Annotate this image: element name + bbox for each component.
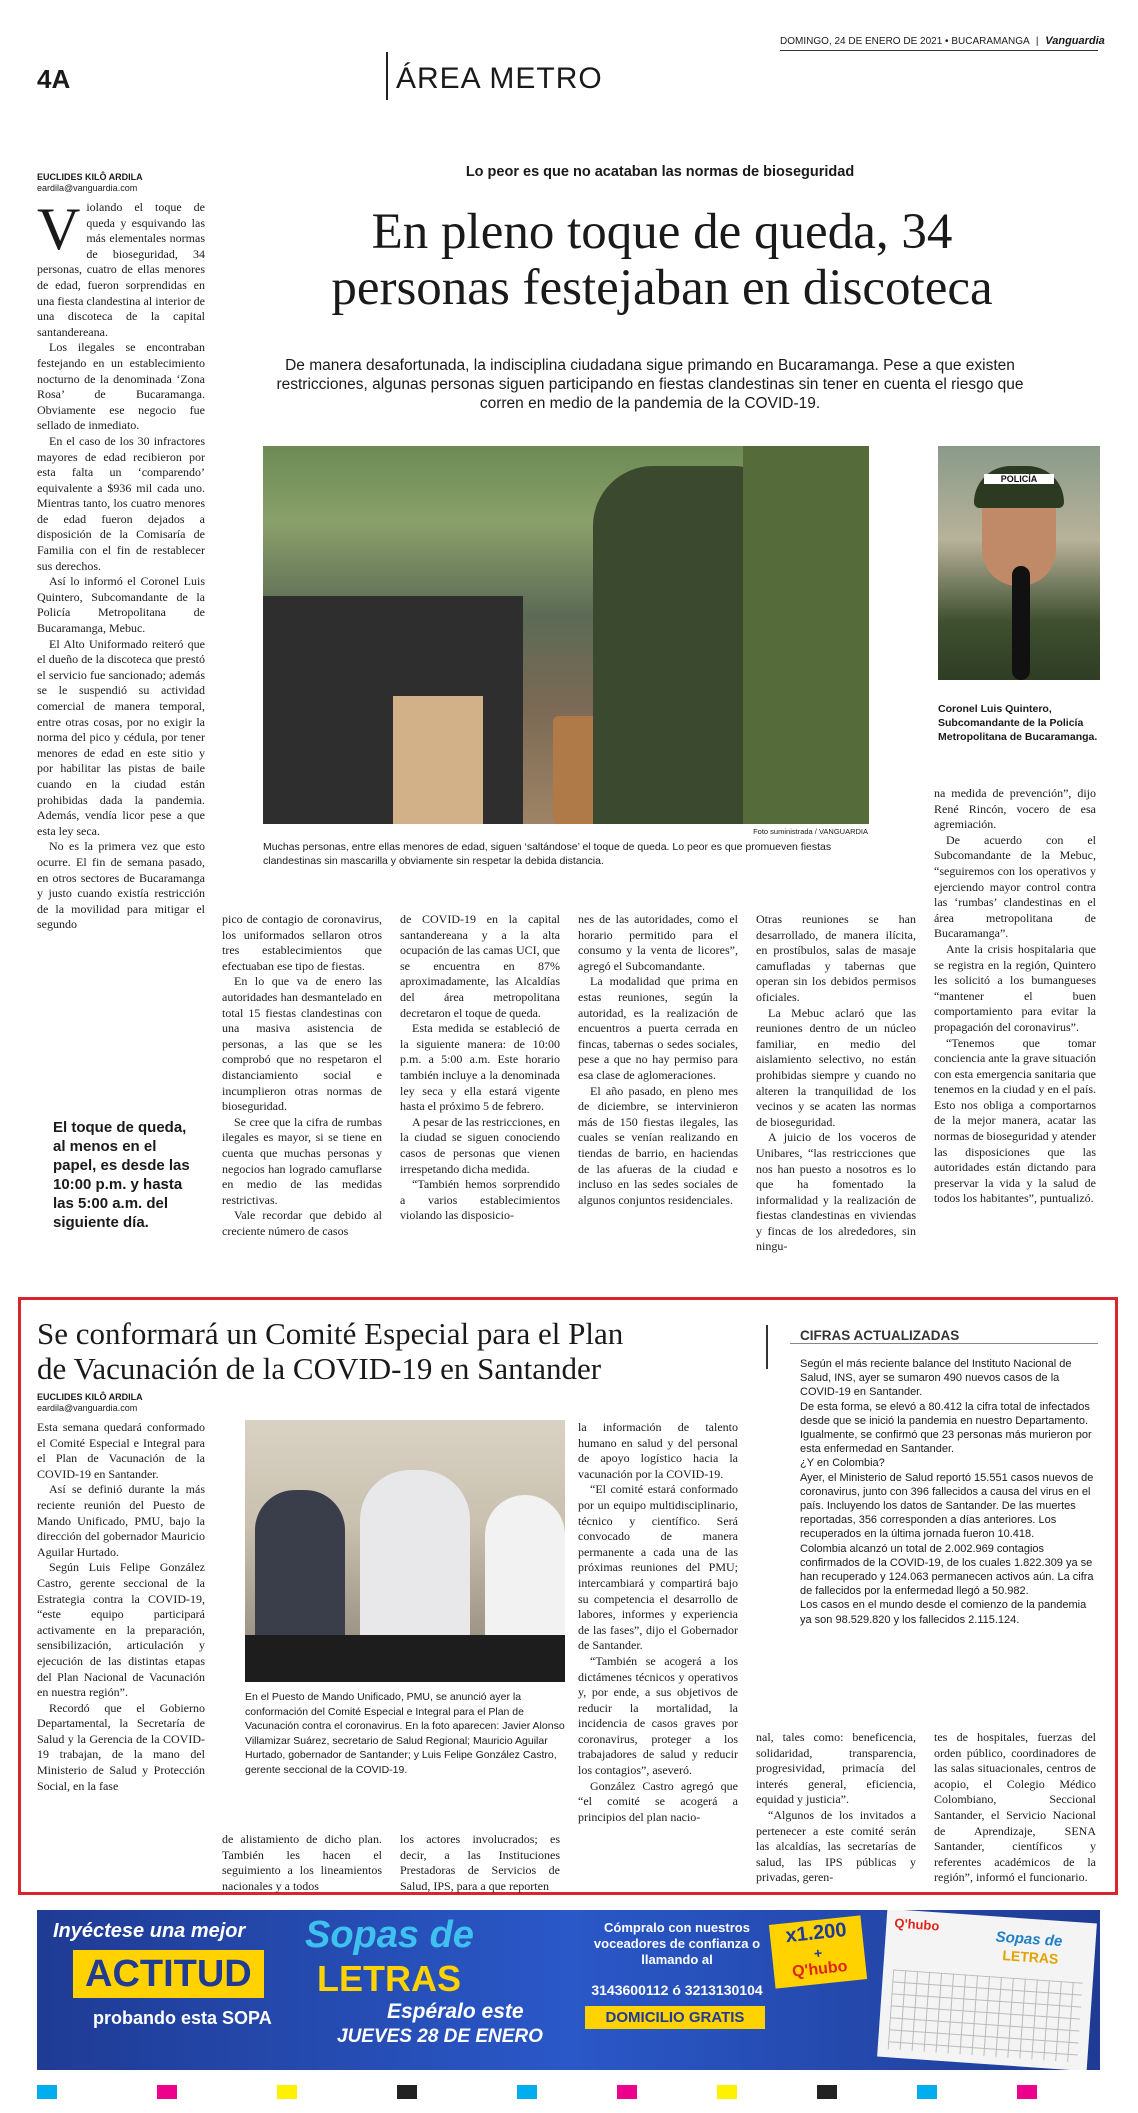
- paragraph: de alistamiento de dicho plan. También les hacen el seguimiento a los lineamientos nacionales y a todos: [222, 1832, 382, 1893]
- header-rule: [780, 50, 1098, 51]
- paragraph: tes de hospitales, fuerzas del orden público, coordinadores de las salas situacionales, centros de acopio, el Colegio Médico Colombiano, Seccional Santander, el Servicio Nacional de Aprendizaje, SENA Santander, científicos y referentes académicos de la región”, informó el funcionario.: [934, 1730, 1096, 1885]
- byline-name: EUCLIDES KILÔ ARDILA: [37, 1392, 143, 1402]
- paragraph: Así lo informó el Coronel Luis Quintero, Subcomandante de la Policía Metropolitana de Bucaramanga, Mebuc.: [37, 574, 205, 636]
- side-photo: [938, 446, 1100, 680]
- paragraph: A pesar de las restricciones, en la ciudad se siguen conociendo casos de personas que vienen irrespetando dicha medida.: [400, 1114, 560, 1176]
- paragraph: Los ilegales se encontraban festejando en un establecimiento nocturno de la denominada ‘Zona Rosa’ de Bucaramanga. Obviamente ese negocio fue sellado de inmediato.: [37, 340, 205, 433]
- pullquote: El toque de queda, al menos en el papel, es desde las 10:00 p.m. y hasta las 5:00 a.m. del siguiente día.: [53, 1119, 190, 1231]
- section-title: ÁREA METRO: [396, 62, 603, 95]
- photo-cap: [974, 466, 1064, 508]
- dropcap: V: [37, 196, 81, 262]
- paragraph: “El comité estará conformado por un equipo multidisciplinario, técnico y científico. Será convocado de manera permanente a cada una de las próximas reuniones del PMU; intercambiará y compartirá bajo su competencia el desarrollo de labores, informes y experiencia de las fases”, dijo el Gobernador de Santander.: [578, 1482, 738, 1653]
- brand-name: Vanguardia: [1045, 35, 1105, 47]
- headline-line: de Vacunación de la COVID-19 en Santander: [37, 1351, 602, 1386]
- headline-line: En pleno toque de queda, 34: [371, 204, 953, 260]
- paragraph: pico de contagio de coronavirus, los uniformados sellaron otros tres establecimientos que efectuaban ese tipo de fiestas.: [222, 912, 382, 973]
- photo-desk: [245, 1635, 565, 1682]
- ad-mini-grid: [888, 1969, 1083, 2062]
- story2-column-2: [222, 1832, 382, 1894]
- story1-lead-paragraph: iolando el toque de queda y esquivando las más elementales normas de bioseguridad, 34 personas, cuatro de ellas menores de edad, fueron sorprendidas en una fiesta clandestina al interior de una discoteca de la capital santandereana.: [37, 200, 205, 339]
- paragraph: Según Luis Felipe González Castro, gerente seccional de la Estrategia contra la COVID-19, “este equipo participará activamente en la preparación, sensibilización, articulación y ejecución de las distintas etapas del Plan Nacional de Vacunación en nuestra región”.: [37, 1560, 205, 1700]
- sidebar-paragraph: Colombia alcanzó un total de 2.002.969 contagios confirmados de la COVID-19, de los cuales 1.822.309 ya se han recuperado y 124.063 permanecen activos aún. La cifra de fallecidos por la enfermedad llegó a 50.982.: [800, 1542, 1094, 1598]
- paragraph: Así se definió durante la más reciente reunión del Puesto de Mando Unificado, PMU, bajo la dirección del gobernador Mauricio Aguilar Hurtado.: [37, 1482, 205, 1559]
- story1-lead: De manera desafortunada, la indisciplina ciudadana sigue primando en Bucaramanga. Pese a que existen restricciones, algunas personas siguen participando en fiestas clandestinas sin tener en cuenta el riesgo que corren en medio de la pandemia de la COVID-19.: [276, 357, 1024, 412]
- sidebar-paragraph: Los casos en el mundo desde el comienzo de la pandemia ya son 98.529.820 y los fallecidos 2.115.124.: [800, 1599, 1087, 1626]
- sidebar-rule: [790, 1343, 1098, 1344]
- paragraph: la información de talento humano en salud y del personal de apoyo logístico hacia la vacunación por la COVID-19.: [578, 1420, 738, 1481]
- paragraph: El Alto Uniformado reiteró que el dueño de la discoteca que prestó el servicio fue sancionado; además se le suspendió su actividad comercial de manera temporal, entre otras cosas, por no exigir la norma del pico y cédula, por tener menores de edad en este sitio y por habilitar las pistas de baile cuando en la ciudad están prohibidas dada la pandemia. Además, vendía licor pese a que esta ley seca.: [37, 636, 205, 838]
- page-number: 4A: [37, 64, 71, 94]
- section-divider: [386, 52, 388, 100]
- story2-byline: [37, 1392, 237, 1414]
- sidebar-paragraph: De esta forma, se elevó a 80.412 la cifra total de infectados desde que se inició la pandemia en nuestro Departamento.: [800, 1400, 1090, 1427]
- sidebar-subhead: ¿Y en Colombia?: [800, 1457, 885, 1470]
- ad-mini-sopas: Sopas de: [995, 1928, 1063, 1951]
- paragraph: Esta medida se estableció de la siguiente manera: de 10:00 p.m. a 5:00 a.m. Este horario también incluye a la denominada ley seca y ella estará vigente hasta el próximo 5 de febrero.: [400, 1021, 560, 1114]
- ad-actitud: ACTITUD: [73, 1950, 264, 1998]
- story2-column-3: [400, 1832, 560, 1894]
- photo-credit: Foto suministrada / VANGUARDIA: [753, 827, 868, 836]
- paragraph: los actores involucrados; es decir, a las Instituciones Prestadoras de Servicios de Salud, IPS, para a que reporten: [400, 1832, 560, 1893]
- paragraph: Se cree que la cifra de rumbas ilegales es mayor, si se tiene en cuenta que muchas personas y negocios han logrado camuflarse en medio de las medidas restrictivas.: [222, 1114, 382, 1207]
- paragraph: na medida de prevención”, dijo René Rincón, vocero de esa agremiación.: [934, 786, 1096, 832]
- side-photo-caption: Coronel Luis Quintero, Subcomandante de la Policía Metropolitana de Bucaramanga.: [938, 703, 1098, 743]
- paragraph: El año pasado, en pleno mes de diciembre, se intervinieron más de 150 fiestas ilegales, las cuales se venían realizando en tiendas de barrio, en haciendas de las afueras de la ciudad e incluso en las sedes sociales de algunos conjuntos residenciales.: [578, 1083, 738, 1207]
- story1-kicker: Lo peor es que no acataban las normas de bioseguridad: [465, 164, 855, 180]
- story1-column-6: [934, 786, 1096, 1207]
- ad-sopas: Sopas de: [305, 1914, 474, 1956]
- paragraph: Esta semana quedará conformado el Comité Especial e Integral para el Plan de Vacunación de la COVID-19 en Santander.: [37, 1420, 205, 1481]
- paragraph: “Algunos de los invitados a pertenecer a este comité serán las alcaldías, las secretarías de salud, las IPS públicas y privadas, geren-: [756, 1807, 916, 1885]
- story2-photo: [245, 1420, 565, 1682]
- ad-domicilio: DOMICILIO GRATIS: [585, 2006, 765, 2029]
- ad-letras: LETRAS: [317, 1958, 461, 1999]
- story1-byline: [37, 172, 207, 194]
- ad-price: [769, 1915, 867, 1988]
- paragraph: La modalidad que prima en estas reuniones, según la autoridad, es la realización de encuentros a puerta cerrada en fincas, tabernas o sedes sociales, pese a que no hay permiso para esa clase de aglomeraciones.: [578, 974, 738, 1082]
- photo-officer-2: [743, 446, 869, 824]
- story2-column-6: [934, 1730, 1096, 1886]
- paragraph: A juicio de los voceros de Unibares, “las restricciones que nos han puesto a nosotros es lo que ha fomentado la informalidad y la realización de fiestas clandestinas en viviendas y fincas de los alrededores, sin ningu-: [756, 1130, 916, 1254]
- police-badge: POLICÍA: [984, 474, 1054, 484]
- paragraph: nes de las autoridades, como el horario permitido para el consumo y la venta de licores”, agregó el Subcomandante.: [578, 912, 738, 973]
- story1-column-1: [37, 196, 205, 933]
- sidebar-paragraph: Igualmente, se confirmó que 23 personas más murieron por esta enfermedad en Santander.: [800, 1429, 1092, 1456]
- paragraph: “También se acogerá a los dictámenes técnicos y operativos y, por ende, a sus objetivos de reducir la mortalidad, la incidencia de casos graves por coronavirus, proteger a los trabajadores de salud y reducir los contagios”, aseveró.: [578, 1653, 738, 1778]
- dateline-text: DOMINGO, 24 DE ENERO DE 2021 • BUCARAMANGA: [780, 36, 1030, 47]
- headline-line: personas festejaban en discoteca: [331, 260, 993, 316]
- paragraph: nal, tales como: beneficencia, solidaridad, transparencia, progresividad, primacía del interés general, eficiencia, equidad y justicia”.: [756, 1730, 916, 1807]
- main-photo-caption: Muchas personas, entre ellas menores de edad, siguen ‘saltándose’ el toque de queda. Lo peor es que promueven fiestas clandestinas sin mascarilla y obviamente sin respetar la debida distancia.: [263, 841, 832, 867]
- sidebar-text: [800, 1357, 1098, 1627]
- story2-column-1: [37, 1420, 205, 1794]
- sidebar-paragraph: Ayer, el Ministerio de Salud reportó 15.551 casos nuevos de coronavirus, junto con 396 fallecidos a causa del virus en el país. Incluyendo los datos de Santander. De las muertes reportadas, 356 corresponden a días anteriores. Los recuperados en la última jornada fueron 10.418.: [800, 1471, 1094, 1541]
- paragraph: Ante la crisis hospitalaria que se registra en la región, Quintero les solicitó a los bumangueses “mantener el buen comportamiento para evitar la propagación del coronavirus”.: [934, 941, 1096, 1034]
- byline-email: eardila@vanguardia.com: [37, 1403, 138, 1413]
- ad-newspaper: [877, 1910, 1097, 2070]
- ad-price-value: x1.200: [784, 1918, 848, 1948]
- ad-price-plus: +: [813, 1944, 824, 1962]
- paragraph: González Castro agregó que “el comité se acogerá a principios del plan nacio-: [578, 1778, 738, 1824]
- ad-mini-qhubo: Q'hubo: [893, 1915, 940, 1934]
- paragraph: En lo que va de enero las autoridades han desmantelado en total 15 fiestas clandestinas con una masiva asistencia de personas, a las que se les comprobó que no respetaron el distanciamiento social e incumplieron otras normas de bioseguridad.: [222, 974, 382, 1114]
- main-photo: [263, 446, 869, 824]
- ad-fecha: JUEVES 28 DE ENERO: [337, 2026, 543, 2047]
- dateline: DOMINGO, 24 DE ENERO DE 2021 • BUCARAMANGA | Vanguardia: [780, 35, 1105, 47]
- photo-microphone: [1012, 566, 1030, 680]
- story2-photo-caption: En el Puesto de Mando Unificado, PMU, se anunció ayer la conformación del Comité Especial e Integral para el Plan de Vacunación contra el coronavirus. En la foto aparecen: Javier Alonso Villamizar Suárez, secretario de Salud Regional; Mauricio Aguilar Hurtado, gobernador de Santander; y Luis Felipe González Castro, gerente seccional de la COVID-19.: [245, 1691, 565, 1776]
- story2-column-5: [756, 1730, 916, 1886]
- story1-column-5: [756, 912, 916, 1255]
- ad-telefonos: 3143600112 ó 3213130104: [591, 1982, 763, 1998]
- advertisement[interactable]: [37, 1910, 1100, 2070]
- story2-column-4: [578, 1420, 738, 1825]
- ad-qhubo: Q'hubo: [791, 1958, 849, 1981]
- ad-line1: Inyéctese una mejor: [53, 1920, 246, 1942]
- ad-mini-letras: LETRAS: [1001, 1947, 1059, 1967]
- byline-name: EUCLIDES KILÔ ARDILA: [37, 172, 143, 182]
- paragraph: En el caso de los 30 infractores mayores de edad recibieron por esta falta un ‘comparendo’ equivalente a $936 mil cada uno. Mientras tanto, los cuatro menores de edad fueron dejados a disposición de la Comisaría de Familia con el fin de restablecer sus derechos.: [37, 433, 205, 573]
- paragraph: No es la primera vez que esto ocurre. El fin de semana pasado, en otros sectores de Bucaramanga y justo cuando existía restricción de la movilidad para mitigar el segundo: [37, 839, 205, 932]
- paragraph: Otras reuniones se han desarrollado, de manera ilícita, en prostíbulos, salas de masaje camufladas y tabernas que operan sin los debidos permisos oficiales.: [756, 912, 916, 1004]
- ad-esperalo: Espéralo este: [387, 2000, 524, 2023]
- sidebar-paragraph: Según el más reciente balance del Instituto Nacional de Salud, INS, ayer se sumaron 490 nuevos casos de la COVID-19 en Santander.: [800, 1358, 1072, 1399]
- paragraph: de COVID-19 en la capital santandereana y a la alta ocupación de las camas UCI, que se encuentra en 87% aproximadamente, las Alcaldías del área metropolitana decretaron el toque de queda.: [400, 912, 560, 1020]
- paragraph: Recordó que el Gobierno Departamental, la Secretaría de Salud y la Gerencia de la COVID-19 trabajan, de la mano del Ministerio de Salud y Protección Social, en la fase: [37, 1700, 205, 1793]
- photo-chair: [393, 696, 483, 824]
- paragraph: Vale recordar que debido al creciente número de casos: [222, 1208, 382, 1238]
- paragraph: La Mebuc aclaró que las reuniones dentro de un núcleo familiar, en medio del aislamiento selectivo, no están prohibidas siempre y cuando no alteren la tranquilidad de los vecinos y se acaten las normas de bioseguridad.: [756, 1005, 916, 1129]
- paragraph: “También hemos sorprendido a varios establecimientos violando las disposicio-: [400, 1177, 560, 1223]
- story2-headline: [37, 1316, 757, 1386]
- paragraph: “Tenemos que tomar conciencia ante la grave situación con esta emergencia sanitaria que tenemos en la ciudad y en el país. Esto nos obliga a comportarnos de la mejor manera, acatar las normas de bioseguridad y atender las disposiciones que las autoridades están dictando para preservar la vida y la salud de todos los habitantes”, puntualizó.: [934, 1035, 1096, 1206]
- registration-bar: [37, 2085, 1100, 2099]
- sidebar-bracket: [766, 1325, 782, 1369]
- story1-column-3: [400, 912, 560, 1224]
- ad-line3: probando esta SOPA: [93, 2008, 272, 2028]
- story1-headline: [222, 204, 1102, 316]
- sidebar-title: CIFRAS ACTUALIZADAS: [800, 1328, 965, 1343]
- headline-line: Se conformará un Comité Especial para el Plan: [37, 1316, 624, 1351]
- byline-email: eardila@vanguardia.com: [37, 183, 138, 193]
- paragraph: De acuerdo con el Subcomandante de la Mebuc, “seguiremos con los operativos y ejerciendo mayor control contra las ‘rumbas’ clandestinas en el área metropolitana de Bucaramanga”.: [934, 832, 1096, 941]
- story1-column-4: [578, 912, 738, 1208]
- ad-compralo: Cómpralo con nuestros voceadores de confianza o llamando al: [593, 1920, 761, 1967]
- story1-column-2: [222, 912, 382, 1239]
